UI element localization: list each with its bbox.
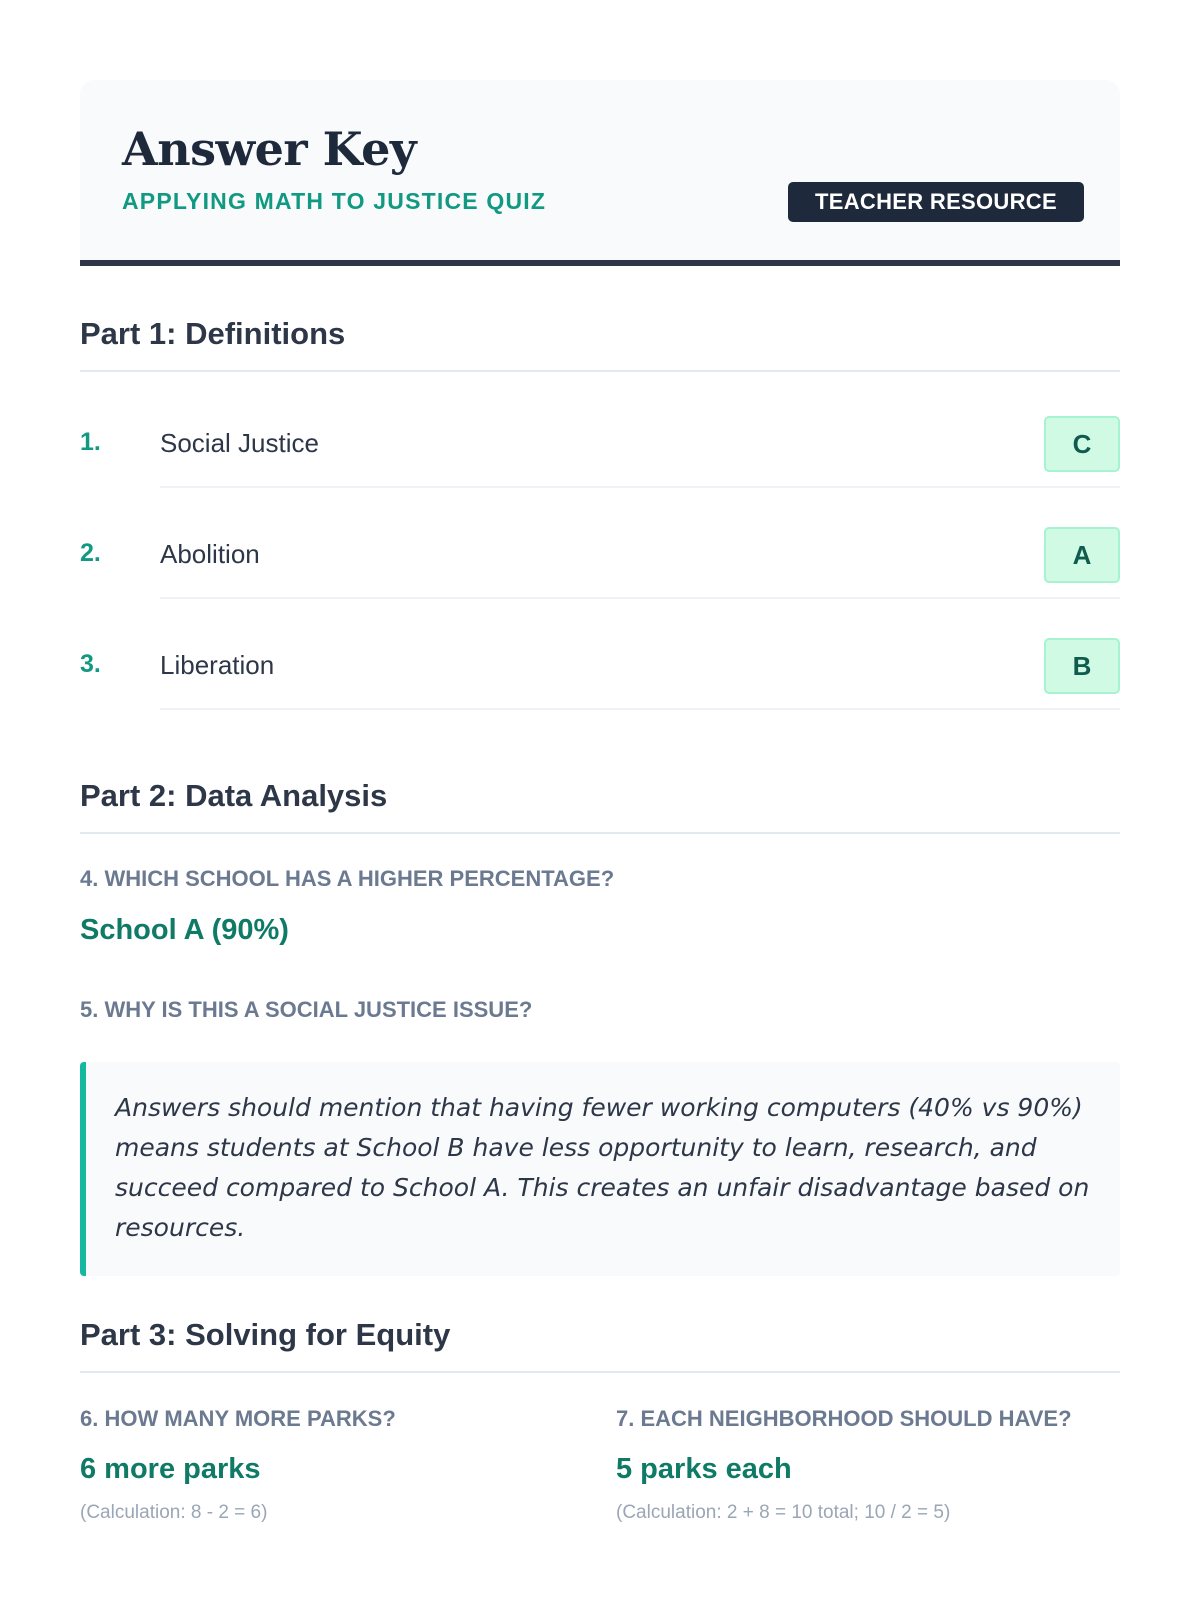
part2-heading: Part 2: Data Analysis <box>80 778 1120 834</box>
row-divider <box>160 486 1120 488</box>
definition-number: 3. <box>80 650 101 678</box>
page-title: Answer Key <box>122 122 417 176</box>
question-7-calculation: (Calculation: 2 + 8 = 10 total; 10 / 2 = 5) <box>616 1502 951 1523</box>
question-4-label: 4. WHICH SCHOOL HAS A HIGHER PERCENTAGE? <box>80 866 615 891</box>
definition-answer-badge: C <box>1044 416 1120 472</box>
row-divider <box>160 597 1120 599</box>
question-5-label: 5. WHY IS THIS A SOCIAL JUSTICE ISSUE? <box>80 997 533 1022</box>
part1-heading: Part 1: Definitions <box>80 316 1120 372</box>
definition-answer-badge: A <box>1044 527 1120 583</box>
question-6-calculation: (Calculation: 8 - 2 = 6) <box>80 1502 268 1523</box>
question-5-answer-box: Answers should mention that having fewer working computers (40% vs 90%) means students at School B have less opportunity to learn, research, and succeed compared to School A. This creates an unfair disadvantage based on resources. <box>80 1062 1120 1276</box>
definition-number: 2. <box>80 539 101 567</box>
question-7-label: 7. EACH NEIGHBORHOOD SHOULD HAVE? <box>616 1406 1072 1431</box>
question-6-label: 6. HOW MANY MORE PARKS? <box>80 1406 396 1431</box>
question-4-answer: School A (90%) <box>80 914 289 946</box>
answer-key-header <box>80 80 1120 266</box>
definition-number: 1. <box>80 428 101 456</box>
definition-row-2 <box>80 527 1120 583</box>
question-7-answer: 5 parks each <box>616 1453 792 1485</box>
definition-row-3 <box>80 638 1120 694</box>
definition-row-1 <box>80 416 1120 472</box>
teacher-resource-badge: TEACHER RESOURCE <box>788 182 1084 222</box>
definition-term: Liberation <box>160 650 275 680</box>
quiz-subtitle: APPLYING MATH TO JUSTICE QUIZ <box>122 188 547 214</box>
definition-term: Social Justice <box>160 428 319 458</box>
definition-term: Abolition <box>160 539 260 569</box>
definition-answer-badge: B <box>1044 638 1120 694</box>
question-6-answer: 6 more parks <box>80 1453 261 1485</box>
part3-heading: Part 3: Solving for Equity <box>80 1317 1120 1373</box>
row-divider <box>160 708 1120 710</box>
